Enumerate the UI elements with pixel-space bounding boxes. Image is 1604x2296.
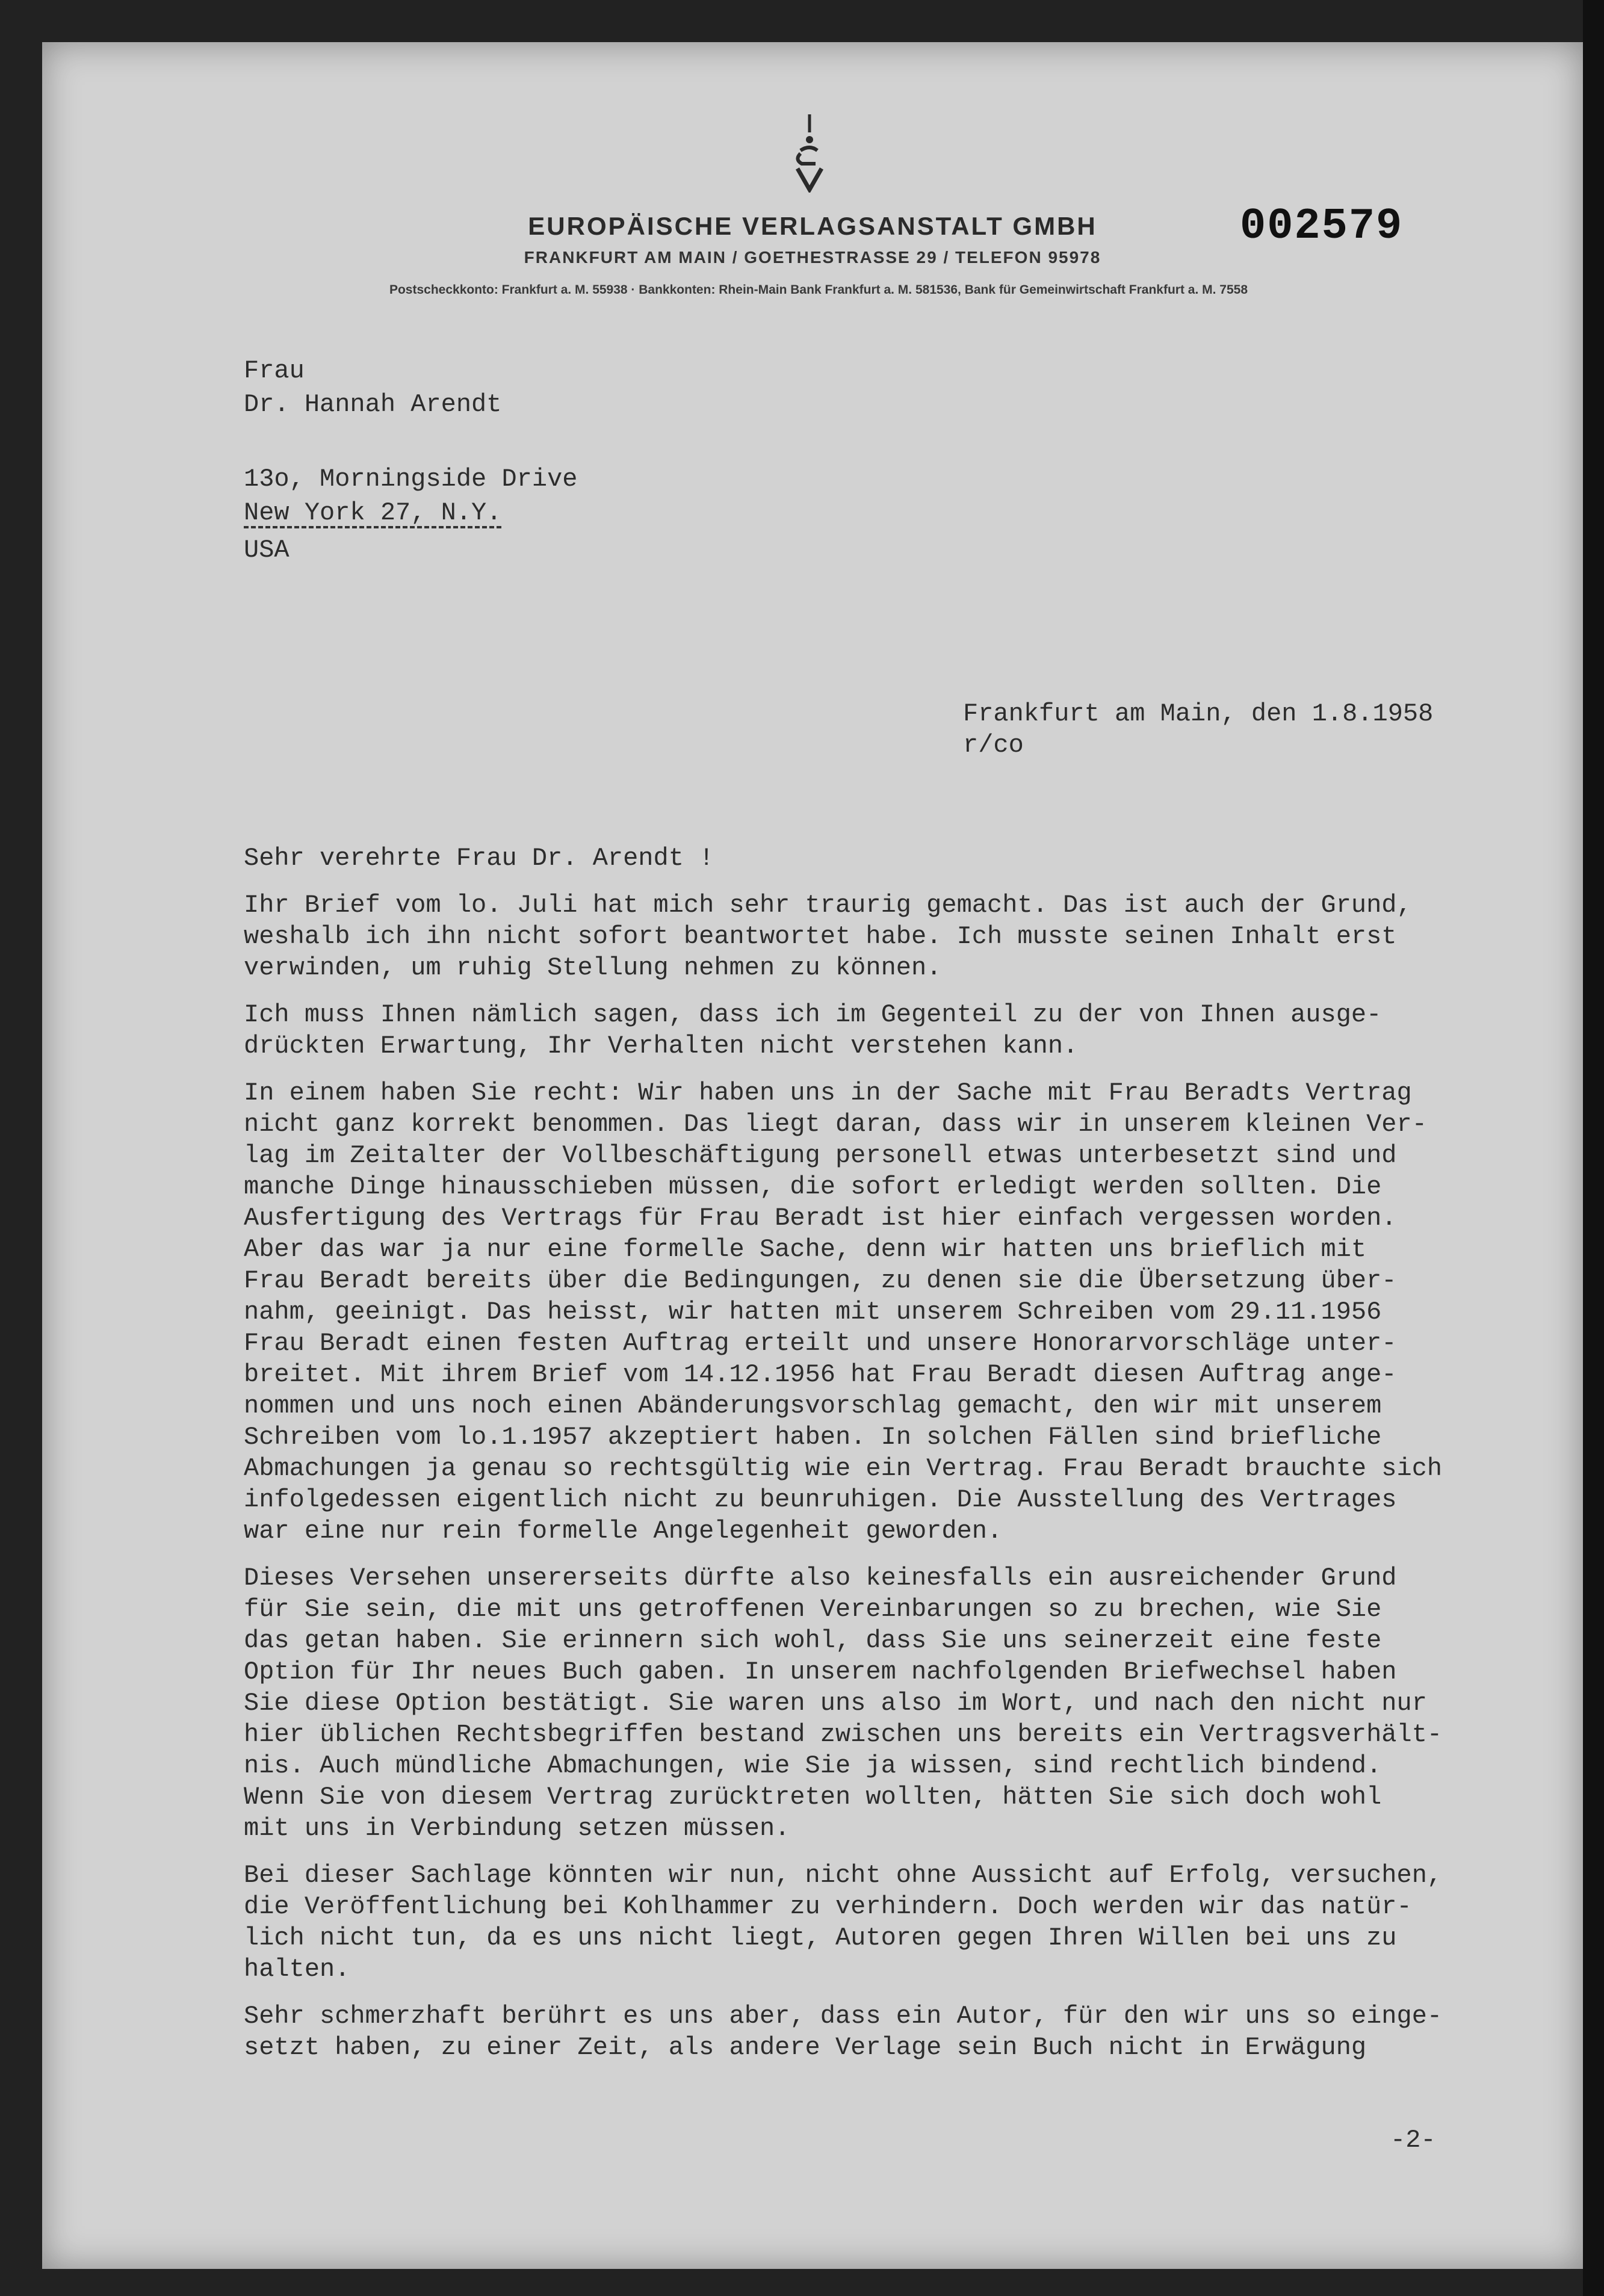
body-line: breitet. Mit ihrem Brief vom 14.12.1956 hat Frau Beradt diesen Auftrag ange- [244, 1360, 1397, 1389]
paragraph [244, 1077, 1556, 1547]
paragraph [244, 2000, 1556, 2063]
spacer [244, 422, 578, 463]
body-line: Option für Ihr neues Buch gaben. In unserem nachfolgenden Briefwechsel haben [244, 1657, 1397, 1686]
place-date: Frankfurt am Main, den 1.8.1958 [963, 699, 1434, 728]
letterhead-address: FRANKFURT AM MAIN / GOETHESTRASSE 29 / TELEFON 95978 [524, 248, 1101, 267]
recipient-city: New York 27, N.Y. [244, 498, 502, 527]
dateline [963, 698, 1433, 761]
body-line: drückten Erwartung, Ihr Verhalten nicht verstehen kann. [244, 1032, 1079, 1060]
recipient-city-line [244, 497, 578, 531]
recipient-address [244, 355, 578, 568]
body-line: weshalb ich ihn nicht sofort beantwortet habe. Ich musste seinen Inhalt erst [244, 922, 1397, 951]
archive-number-stamp: 002579 [1240, 202, 1404, 251]
paragraph [244, 890, 1556, 983]
body-line: die Veröffentlichung bei Kohlhammer zu verhindern. Doch werden wir das natür- [244, 1892, 1412, 1921]
body-line: lich nicht tun, da es uns nicht liegt, Autoren gegen Ihren Willen bei uns zu [244, 1923, 1397, 1952]
evo-monogram-icon [782, 108, 837, 193]
body-line: Sehr schmerzhaft berührt es uns aber, dass ein Autor, für den wir uns so einge- [244, 2002, 1443, 2031]
body-line: Sie diese Option bestätigt. Sie waren uns also im Wort, und nach den nicht nur [244, 1689, 1427, 1718]
body-line: halten. [244, 1955, 350, 1984]
body-line: mit uns in Verbindung setzen müssen. [244, 1814, 790, 1843]
reference-code: r/co [963, 731, 1024, 760]
body-line: Bei dieser Sachlage könnten wir nun, nicht ohne Aussicht auf Erfolg, versuchen, [244, 1861, 1443, 1890]
letter-body [244, 843, 1556, 2063]
body-line: hier üblichen Rechtsbegriffen bestand zwischen uns bereits ein Vertragsverhält- [244, 1720, 1443, 1749]
letterhead-company: EUROPÄISCHE VERLAGSANSTALT GMBH [528, 212, 1097, 240]
recipient-street: 13o, Morningside Drive [244, 465, 578, 494]
body-line: das getan haben. Sie erinnern sich wohl, dass Sie uns seinerzeit eine feste [244, 1626, 1382, 1655]
scan-edge [1583, 0, 1604, 2296]
body-line: nahm, geeinigt. Das heisst, wir hatten mit unserem Schreiben vom 29.11.1956 [244, 1298, 1382, 1326]
body-line: Abmachungen ja genau so rechtsgültig wie ein Vertrag. Frau Beradt brauchte sich [244, 1454, 1443, 1483]
body-line: Schreiben vom lo.1.1957 akzeptiert haben. In solchen Fällen sind briefliche [244, 1423, 1382, 1452]
body-line: Frau Beradt bereits über die Bedingungen, zu denen sie die Übersetzung über- [244, 1266, 1397, 1295]
recipient-name: Dr. Hannah Arendt [244, 390, 502, 419]
body-line: manche Dinge hinausschieben müssen, die sofort erledigt werden sollten. Die [244, 1172, 1382, 1201]
paragraph [244, 1562, 1556, 1844]
body-line: Aber das war ja nur eine formelle Sache, denn wir hatten uns brieflich mit [244, 1235, 1367, 1264]
body-line: setzt haben, zu einer Zeit, als andere Verlage sein Buch nicht in Erwägung [244, 2033, 1367, 2062]
body-line: Frau Beradt einen festen Auftrag erteilt und unsere Honorarvorschläge unter- [244, 1329, 1397, 1358]
body-line: für Sie sein, die mit uns getroffenen Vereinbarungen so zu brechen, wie Sie [244, 1595, 1382, 1624]
body-line: verwinden, um ruhig Stellung nehmen zu können. [244, 953, 942, 982]
body-line: Ausfertigung des Vertrags für Frau Beradt ist hier einfach vergessen worden. [244, 1204, 1397, 1233]
body-line: nommen und uns noch einen Abänderungsvorschlag gemacht, den wir mit unserem [244, 1391, 1382, 1420]
body-line: lag im Zeitalter der Vollbeschäftigung personell etwas unterbesetzt sind und [244, 1141, 1397, 1170]
body-line: war eine nur rein formelle Angelegenheit geworden. [244, 1517, 1003, 1546]
body-line: Wenn Sie von diesem Vertrag zurücktreten wollten, hätten Sie sich doch wohl [244, 1783, 1382, 1812]
body-line: nicht ganz korrekt benommen. Das liegt daran, dass wir in unserem kleinen Ver- [244, 1110, 1427, 1139]
paragraph [244, 999, 1556, 1062]
letterhead-bank-details: Postscheckkonto: Frankfurt a. M. 55938 · Bankkonten: Rhein-Main Bank Frankfurt a. M. 581536, Bank für Gemeinwirtschaft Frankfurt a. M. 7558 [389, 283, 1248, 297]
page-number: -2- [1390, 2126, 1436, 2155]
paragraph [244, 1860, 1556, 1985]
recipient-salutation: Frau [244, 356, 305, 385]
body-line: In einem haben Sie recht: Wir haben uns in der Sache mit Frau Beradts Vertrag [244, 1078, 1412, 1107]
body-line: Ihr Brief vom lo. Juli hat mich sehr traurig gemacht. Das ist auch der Grund, [244, 891, 1412, 920]
body-line: nis. Auch mündliche Abmachungen, wie Sie ja wissen, sind rechtlich bindend. [244, 1751, 1382, 1780]
body-line: Dieses Versehen unsererseits dürfte also keinesfalls ein ausreichender Grund [244, 1564, 1397, 1592]
letter-salutation: Sehr verehrte Frau Dr. Arendt ! [244, 844, 714, 873]
body-line: Ich muss Ihnen nämlich sagen, dass ich im Gegenteil zu der von Ihnen ausge- [244, 1000, 1382, 1029]
body-line: infolgedessen eigentlich nicht zu beunruhigen. Die Ausstellung des Vertrages [244, 1485, 1397, 1514]
recipient-country: USA [244, 536, 290, 565]
